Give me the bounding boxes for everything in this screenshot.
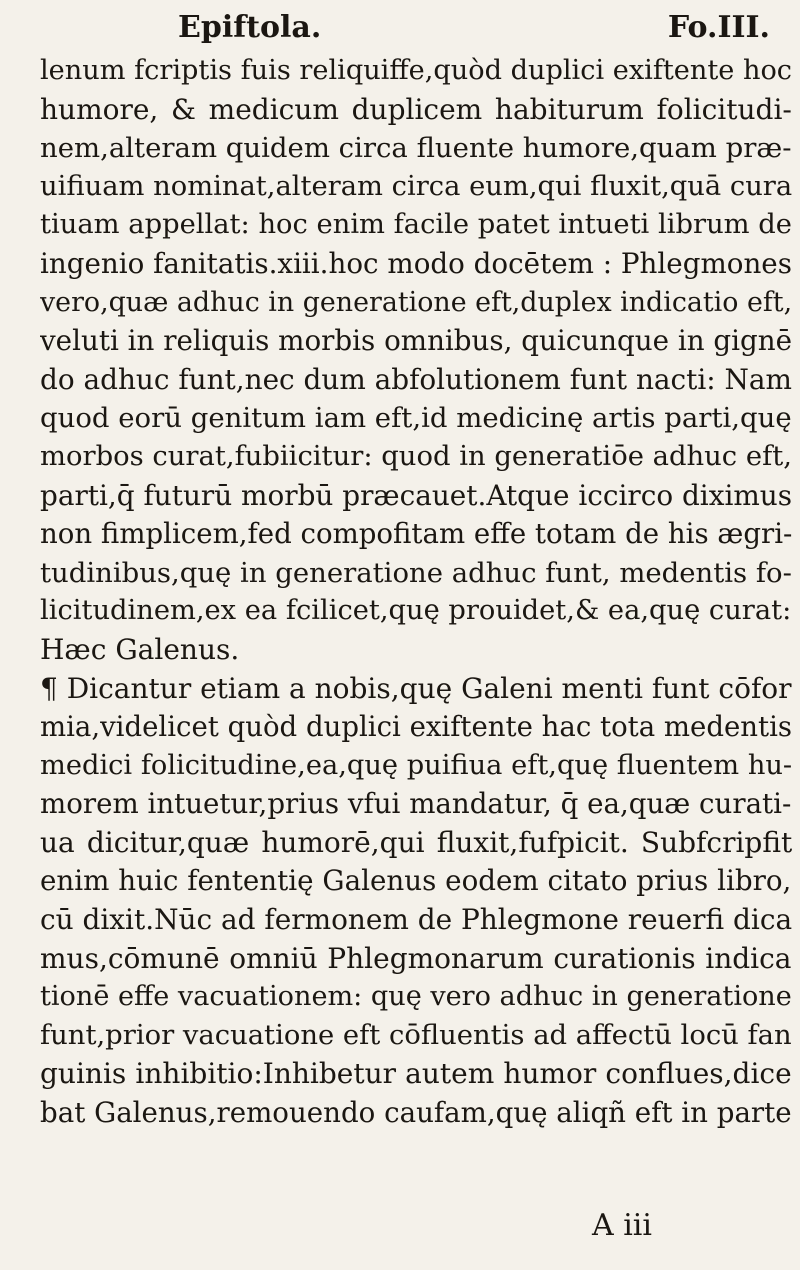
text-line: nem,alteram quidem circa fluente humore,quam præ‑ [40, 132, 792, 165]
text-line: cū dixit.Nūc ad fermonem de Phlegmone reuerfi dica [40, 903, 792, 937]
text-line: licitudinem,ex ea fcilicet,quę prouidet,& ea,quę curat: [40, 595, 792, 627]
text-line: tionē effe vacuationem: quę vero adhuc in generatione [40, 981, 792, 1013]
signature-mark [0, 1206, 800, 1246]
running-head [0, 6, 800, 50]
text-line: mus,cōmunē omniū Phlegmonarum curationis indica [40, 941, 792, 975]
text-line: vero,quæ adhuc in generatione eft,duplex indicatio eft, [40, 286, 792, 318]
text-line: morem intuetur,prius vfui mandatur, q̄ ea,quæ curati‑ [40, 787, 792, 821]
text-line: parti,q̄ futurū morbū præcauet.Atque iccirco diximus [40, 478, 792, 512]
text-line: do adhuc funt,nec dum abfolutionem funt nacti: Nam [40, 362, 792, 396]
text-line: mia,videlicet quòd duplici exiftente hac tota medentis [40, 711, 792, 744]
text-line: tiuam appellat: hoc enim facile patet intueti librum de [40, 209, 792, 241]
text-line: tudinibus,quę in generatione adhuc funt, medentis fo‑ [40, 556, 792, 589]
text-line: Hæc Galenus. [40, 632, 240, 666]
text-line: morbos curat,fubiicitur: quod in generatiōe adhuc eft, [40, 440, 792, 472]
text-line: funt,prior vacuatione eft cōfluentis ad affectū locū fan [40, 1019, 792, 1051]
text-line: quod eorū genitum iam eft,id medicinę artis parti,quę [40, 402, 792, 435]
text-line: uifiuam nominat,alteram circa eum,qui fluxit,quā cura [40, 170, 792, 202]
text-line: enim huic fententię Galenus eodem citato prius libro, [40, 864, 792, 898]
running-head-title: Epiftola. [178, 10, 322, 45]
text-line: ua dicitur,quæ humorē,qui fluxit,fufpicit. Subfcripfit [40, 825, 792, 859]
text-line: non fimplicem,fed compofitam effe totam de his ægri‑ [40, 517, 792, 551]
signature-text: A iii [592, 1208, 652, 1243]
text-line: ingenio fanitatis.xiii.hoc modo docētem : Phlegmones [40, 246, 792, 280]
text-line: medici folicitudine,ea,quę puifiua eft,quę fluentem hu‑ [40, 749, 792, 781]
text-line: guinis inhibitio:Inhibetur autem humor conflues,dice [40, 1057, 792, 1091]
body-text [40, 52, 792, 1133]
text-line: humore, & medicum duplicem habiturum folicitudi‑ [40, 92, 792, 126]
text-line: bat Galenus,remouendo caufam,quę aliqñ eft in parte [40, 1096, 792, 1130]
text-line: veluti in reliquis morbis omnibus, quicunque in gignē [40, 324, 792, 358]
text-line: ¶ Dicantur etiam a nobis,quę Galeni menti funt cōfor [40, 671, 792, 705]
text-line: lenum fcriptis fuis reliquiffe,quòd duplici exiftente hoc [40, 55, 792, 86]
folio-number: Fo.III. [667, 10, 770, 45]
